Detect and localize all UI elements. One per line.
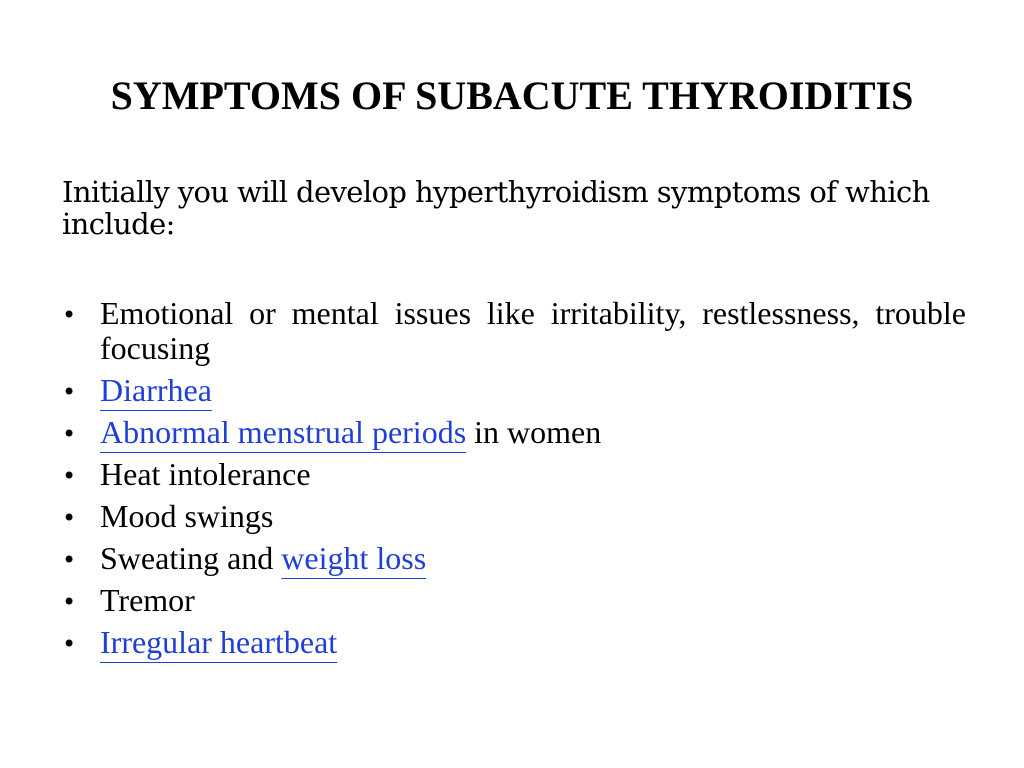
bullet-icon: • bbox=[62, 588, 77, 616]
list-item bbox=[62, 457, 966, 492]
symptom-list bbox=[62, 296, 966, 667]
list-item bbox=[62, 415, 966, 450]
list-item bbox=[62, 625, 966, 660]
list-item bbox=[62, 499, 966, 534]
bullet-icon: • bbox=[62, 301, 77, 329]
slide-title: SYMPTOMS OF SUBACUTE THYROIDITIS bbox=[110, 73, 914, 118]
abnormal-menstrual-periods-link[interactable]: Abnormal menstrual periods bbox=[100, 414, 467, 450]
list-item-text: Sweating and bbox=[100, 540, 282, 576]
list-item-text: Tremor bbox=[100, 582, 195, 618]
list-item-text: Mood swings bbox=[100, 498, 274, 534]
bullet-icon: • bbox=[62, 630, 77, 658]
list-item bbox=[62, 373, 966, 408]
list-item bbox=[62, 296, 966, 366]
bullet-icon: • bbox=[62, 462, 77, 490]
irregular-heartbeat-link[interactable]: Irregular heartbeat bbox=[100, 624, 338, 660]
bullet-icon: • bbox=[62, 378, 77, 406]
list-item-text: Heat intolerance bbox=[100, 456, 311, 492]
weight-loss-link[interactable]: weight loss bbox=[281, 540, 427, 576]
list-item bbox=[62, 541, 966, 576]
bullet-icon: • bbox=[62, 420, 77, 448]
bullet-icon: • bbox=[62, 546, 77, 574]
bullet-icon: • bbox=[62, 504, 77, 532]
intro-text: Initially you will develop hyperthyroidism symptoms of which include: bbox=[62, 175, 930, 241]
list-item-text: Emotional or mental issues like irritability, restlessness, trouble focusing bbox=[100, 295, 966, 366]
list-item bbox=[62, 583, 966, 618]
diarrhea-link[interactable]: Diarrhea bbox=[100, 372, 212, 408]
list-item-text: in women bbox=[466, 414, 602, 450]
